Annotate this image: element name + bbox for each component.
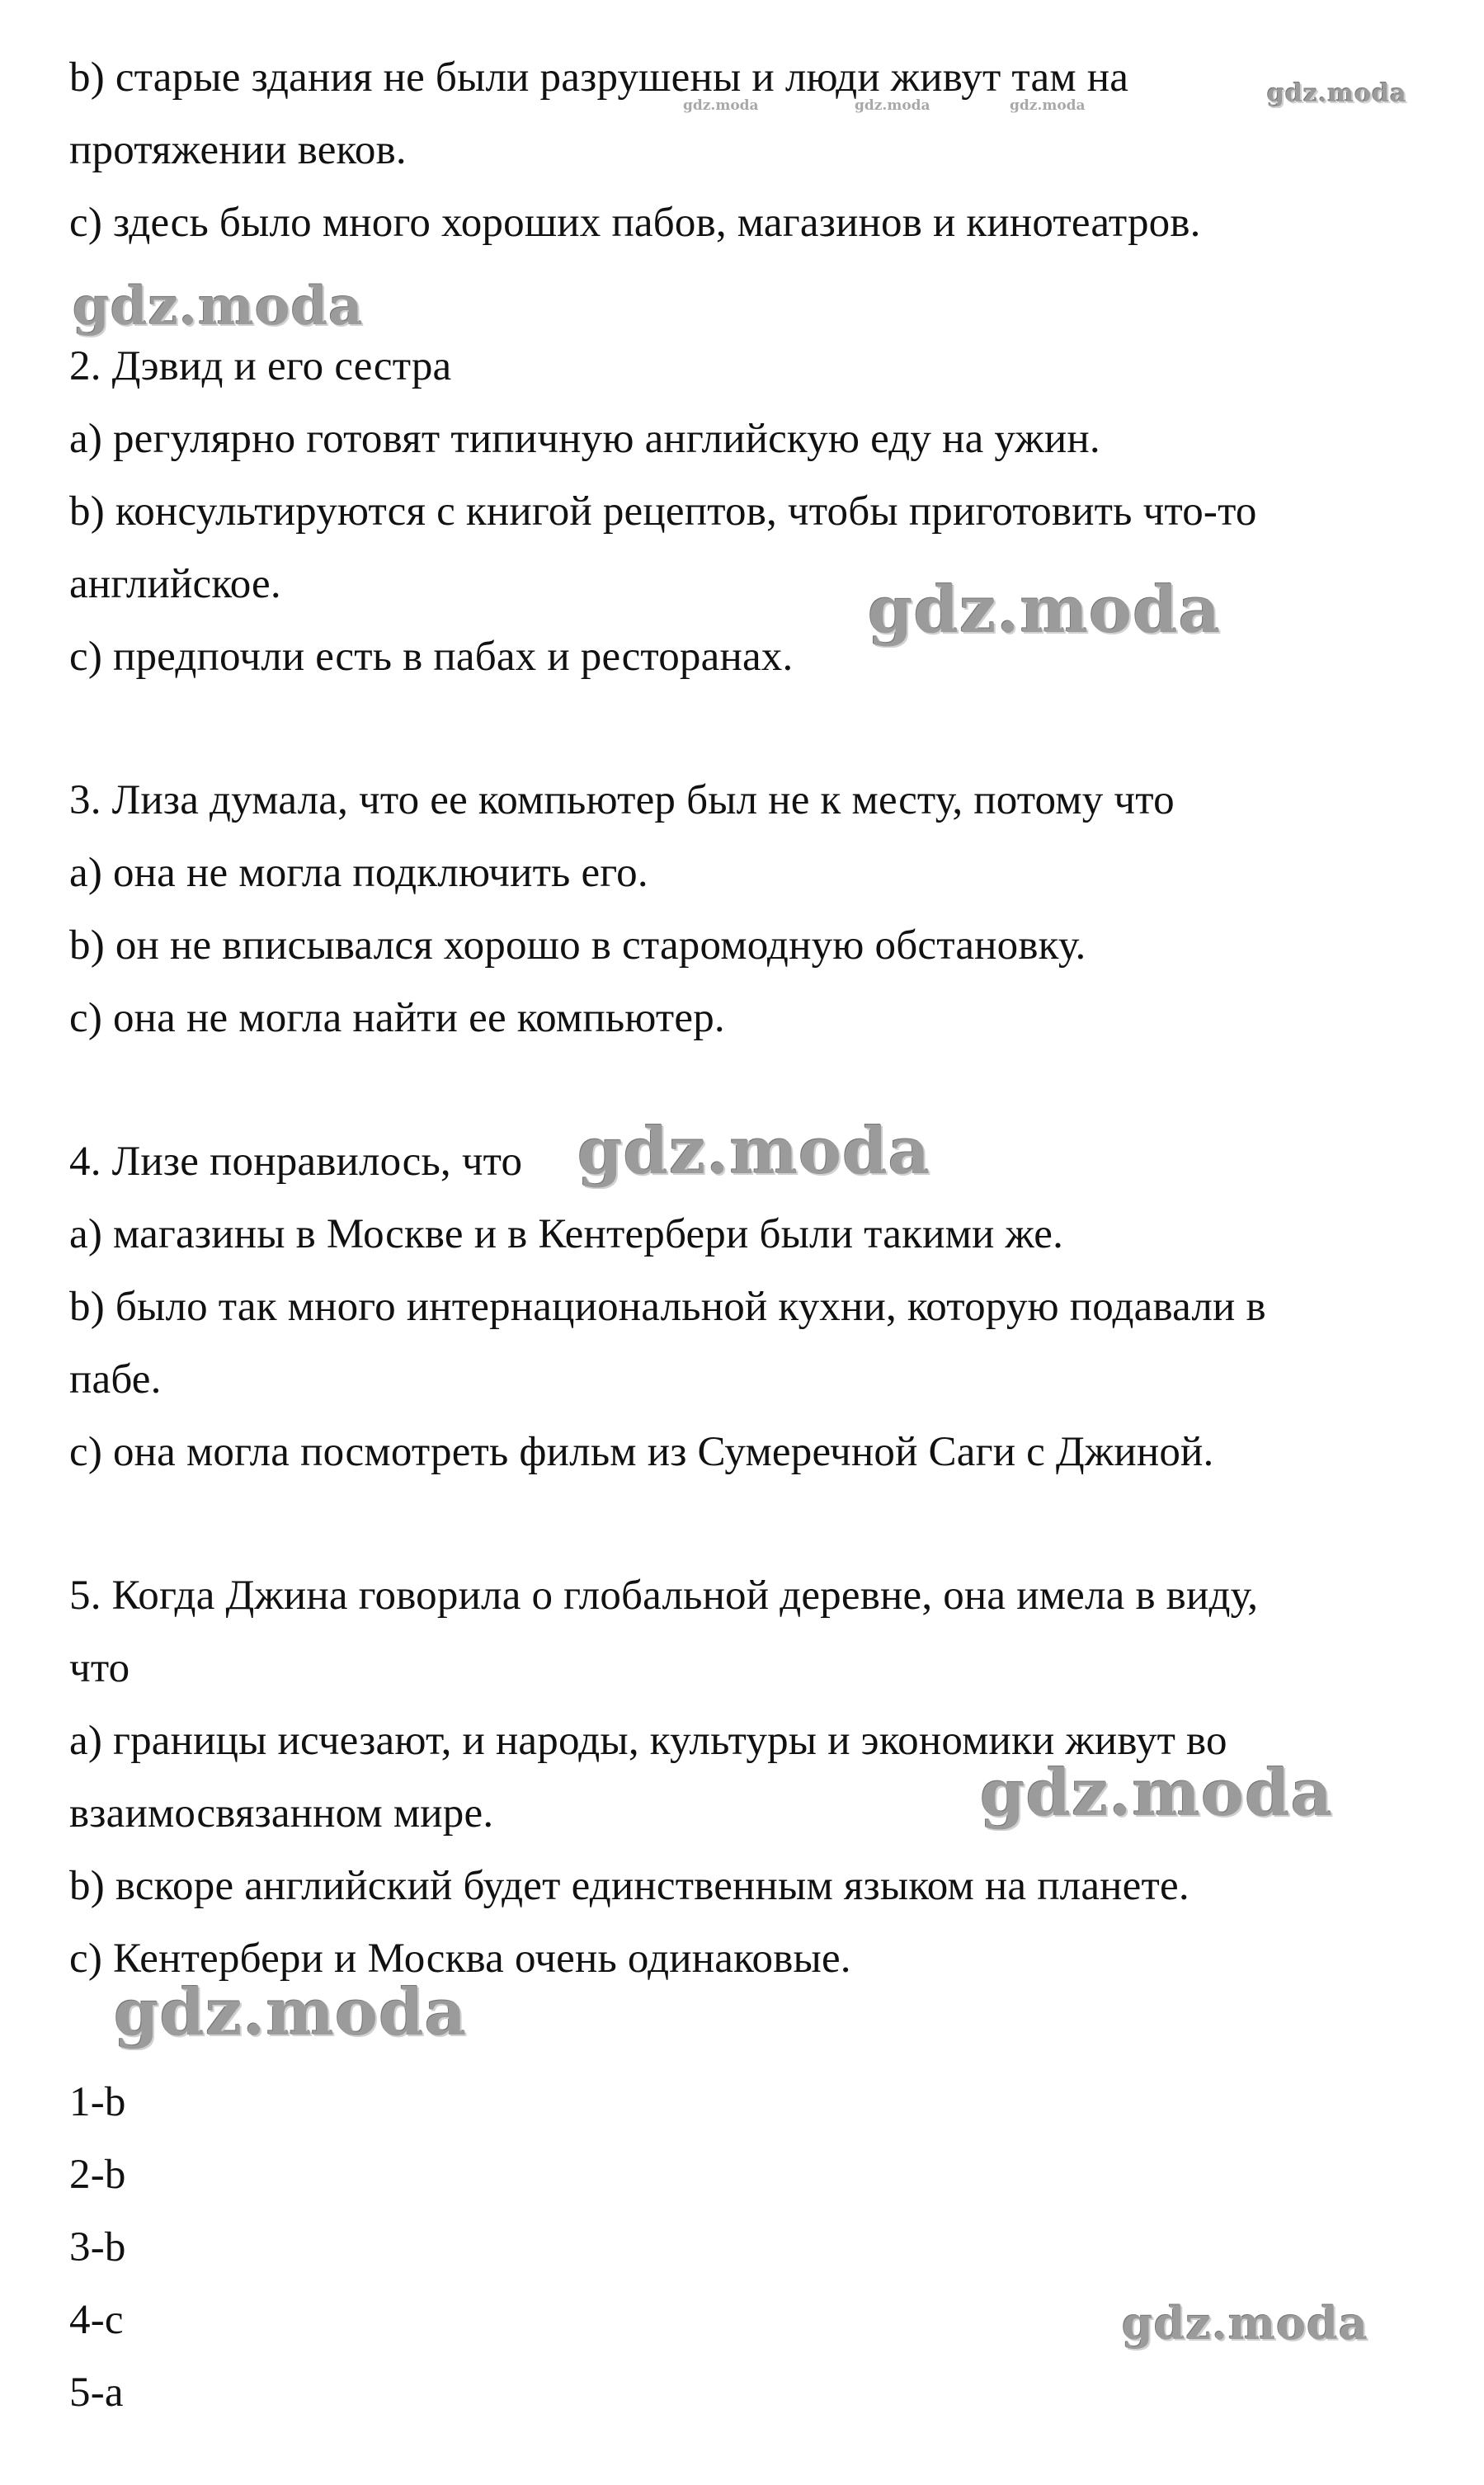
question-heading: 5. Когда Джина говорила о глобальной деревне, она имела в виду, bbox=[69, 1573, 1259, 1619]
text-line: c) предпочли есть в пабах и ресторанах. bbox=[69, 634, 794, 680]
text-line: протяжении веков. bbox=[69, 127, 407, 173]
text-line: a) она не могла подключить его. bbox=[69, 850, 648, 896]
text-line: c) она могла посмотреть фильм из Сумеречной Саги с Джиной. bbox=[69, 1429, 1214, 1475]
text-line: пабе. bbox=[69, 1356, 162, 1403]
watermark: gdz.moda bbox=[577, 1114, 931, 1189]
question-heading: 2. Дэвид и его сестра bbox=[69, 343, 452, 389]
text-line: b) старые здания не были разрушены и люди живут там на bbox=[69, 54, 1129, 101]
watermark: gdz.moda bbox=[683, 97, 759, 114]
text-line: c) здесь было много хороших пабов, магазинов и кинотеатров. bbox=[69, 200, 1201, 246]
text-line: b) было так много интернациональной кухни, которую подавали в bbox=[69, 1284, 1266, 1330]
watermark: gdz.moda bbox=[73, 276, 364, 337]
watermark: gdz.moda bbox=[980, 1756, 1334, 1831]
text-line: c) она не могла найти ее компьютер. bbox=[69, 995, 725, 1041]
text-line: a) регулярно готовят типичную английскую еду на ужин. bbox=[69, 416, 1100, 462]
text-line: английское. bbox=[69, 561, 281, 607]
watermark: gdz.moda bbox=[114, 1975, 468, 2050]
text-line: что bbox=[69, 1645, 130, 1691]
text-line: взаимосвязанном мире. bbox=[69, 1790, 494, 1837]
text-line: a) границы исчезают, и народы, культуры и экономики живут во bbox=[69, 1718, 1227, 1764]
question-heading: 3. Лиза думала, что ее компьютер был не к месту, потому что bbox=[69, 777, 1175, 823]
watermark: gdz.moda bbox=[1010, 97, 1086, 114]
answer-line: 5-a bbox=[69, 2369, 124, 2416]
watermark: gdz.moda bbox=[1122, 2297, 1369, 2350]
text-line: b) он не вписывался хорошо в старомодную обстановку. bbox=[69, 922, 1086, 969]
answer-line: 3-b bbox=[69, 2224, 126, 2270]
answer-line: 4-c bbox=[69, 2297, 124, 2343]
text-line: b) вскоре английский будет единственным языком на планете. bbox=[69, 1863, 1190, 1909]
watermark: gdz.moda bbox=[1267, 79, 1407, 108]
question-heading: 4. Лизе понравилось, что bbox=[69, 1139, 523, 1185]
text-line: b) консультируются с книгой рецептов, чтобы приготовить что-то bbox=[69, 488, 1257, 535]
answer-line: 1-b bbox=[69, 2079, 126, 2125]
watermark: gdz.moda bbox=[868, 573, 1222, 648]
text-line: a) магазины в Москве и в Кентербери были такими же. bbox=[69, 1211, 1064, 1257]
answer-line: 2-b bbox=[69, 2152, 126, 2198]
watermark: gdz.moda bbox=[855, 97, 930, 114]
text-line: c) Кентербери и Москва очень одинаковые. bbox=[69, 1936, 851, 1982]
